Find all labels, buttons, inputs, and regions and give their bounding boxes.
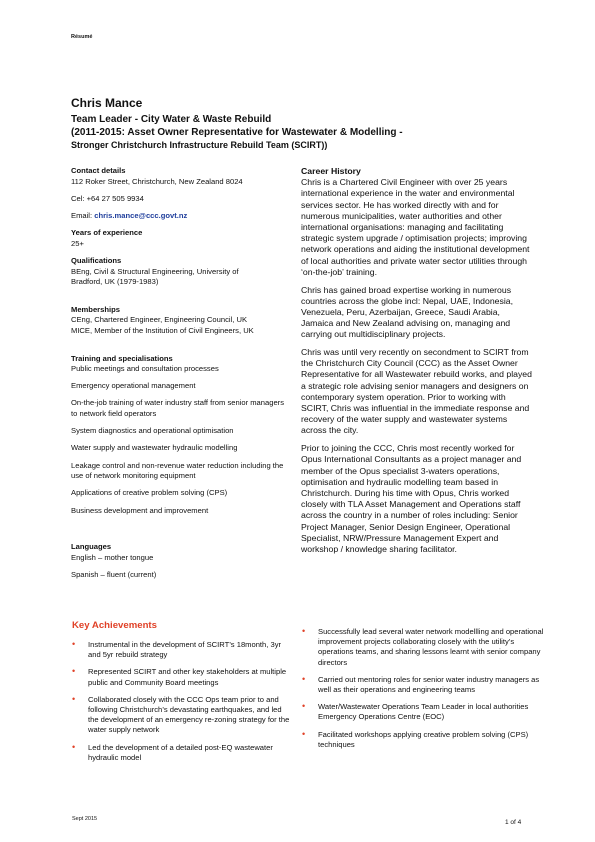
contact-phone: Cel: +64 27 505 9934 — [71, 193, 144, 203]
languages-heading: Languages — [71, 542, 112, 552]
language-item: English – mother tongue — [71, 552, 154, 562]
title-block — [71, 114, 403, 152]
key-achievements-heading: Key Achievements — [72, 620, 157, 631]
achievement-text: Successfully lead several water network modellling and operational improvement projects collaborating closely with the utility’s operations teams, and sharing lessons learnt with senior company directors — [318, 627, 544, 667]
language-item: Spanish – fluent (current) — [71, 569, 157, 579]
contact-address: 112 Roker Street, Christchurch, New Zealand 8024 — [71, 176, 243, 186]
page-number: 1 of 4 — [505, 819, 522, 826]
career-paragraph: Chris was until very recently on secondment to SCIRT from the Christchurch City Council (CCC) as the Asset Owner Representative for all Wastewater rebuild works, and played a strategic role advising senior managers and designers on contemporary system operation. Prior to working with SCIRT, Chris was influential in the immediate response and recovery of the water supply and wastewater systems across the city. — [301, 347, 532, 436]
bullet-icon: • — [302, 626, 306, 636]
job-subtitle-1: (2011-2015: Asset Owner Representative for Wastewater & Modelling - — [71, 126, 403, 138]
achievement-text: Carried out mentoring roles for senior water industry managers as well as their operations and engineering teams — [318, 674, 540, 695]
experience-heading: Years of experience — [71, 228, 143, 238]
list-item — [302, 730, 548, 750]
left-column — [71, 166, 286, 581]
training-item: Business development and improvement — [71, 505, 209, 515]
contact-email — [71, 211, 286, 222]
training-item: On-the-job training of water industry staff from senior managers to network field operators — [71, 398, 285, 419]
qualification-line: BEng, Civil & Structural Engineering, University of — [71, 266, 239, 276]
training-heading: Training and specialisations — [71, 353, 173, 363]
achievement-text: Led the development of a detailed post-EQ wastewater hydraulic model — [88, 742, 273, 762]
membership-line: CEng, Chartered Engineer, Engineering Council, UK — [71, 315, 248, 325]
career-paragraph: Prior to joining the CCC, Chris most recently worked for Opus International Consultants as a project manager and member of the Opus specialist 3-waters operations, optimisation and hydraulic modelling team based in Christchurch. During his time with Opus, Chris worked closely with TLA Asset Management and Operations staff across the country in a number of roles including: Senior Project Manager, Senior Design Engineer, Operational Specialist, NRW/Pressure Management Expert and workshop / knowledge sharing facilitator. — [301, 443, 522, 554]
email-link[interactable]: chris.mance@ccc.govt.nz — [94, 210, 188, 220]
job-subtitle-2: Stronger Christchurch Infrastructure Rebuild Team (SCIRT)) — [71, 140, 328, 150]
bullet-icon: • — [72, 741, 76, 752]
career-paragraph: Chris has gained broad expertise working in numerous countries across the globe incl: Nepal, UAE, Indonesia, Venezuela, Peru, Azerbaijan, Greece, Saudi Arabia, Jamaica and New Zealand advising on, managing and carrying out multidisciplinary projects. — [301, 284, 513, 340]
bullet-icon: • — [72, 639, 76, 649]
training-item: Emergency operational management — [71, 381, 196, 391]
bullet-icon: • — [302, 673, 306, 684]
bullet-icon: • — [302, 728, 306, 739]
training-item: Applications of creative problem solving (CPS) — [71, 488, 228, 498]
training-item: System diagnostics and operational optimisation — [71, 426, 234, 436]
achievements-right-list — [302, 627, 548, 757]
achievement-text: Water/Wastewater Operations Team Leader in local authorities Emergency Operations Centre (EOC) — [318, 702, 529, 722]
training-item: Public meetings and consultation processes — [71, 364, 219, 374]
qualification-line: Bradford, UK (1979-1983) — [71, 277, 159, 287]
header-label: Résumé — [71, 34, 93, 40]
person-name: Chris Mance — [71, 96, 143, 110]
achievement-text: Instrumental in the development of SCIRT’s 18month, 3yr and 5yr rebuild strategy — [88, 640, 282, 660]
list-item — [302, 702, 548, 722]
bullet-icon: • — [72, 693, 76, 704]
qualifications-heading: Qualifications — [71, 255, 122, 265]
experience-value: 25+ — [71, 238, 84, 248]
contact-heading: Contact details — [71, 166, 126, 175]
list-item — [72, 695, 294, 736]
achievement-text: Collaborated closely with the CCC Ops team prior to and following Christchurch’s devastating earthquakes, and led the development of an emergency re-zoning strategy for the water supply network — [88, 694, 290, 735]
achievement-text: Facilitated workshops applying creative problem solving (CPS) techniques — [318, 729, 529, 749]
career-heading: Career History — [301, 166, 361, 176]
career-paragraph: Chris is a Chartered Civil Engineer with over 25 years international experience in the water and environmental services sector. He has worked directly with and for numerous municipalities, water authorities and other international organisations: managing and facilitating strategic system upgrade / optimisation projects; improving network operations and aiding the institutional development of local authorities and private water sector utilities through ‘on-the-job’ training. — [301, 177, 530, 277]
membership-line: MICE, Member of the Institution of Civil Engineers, UK — [71, 325, 254, 335]
training-item: Leakage control and non-revenue water reduction including the use of network monitoring equipment — [71, 460, 284, 481]
job-title: Team Leader - City Water & Waste Rebuild — [71, 114, 272, 125]
achievements-left-list — [72, 640, 294, 770]
bullet-icon: • — [302, 701, 306, 712]
training-item: Water supply and wastewater hydraulic modelling — [71, 443, 238, 453]
footer-date: Sept 2015 — [72, 816, 98, 822]
bullet-icon: • — [72, 666, 76, 677]
right-column — [301, 166, 533, 562]
list-item — [72, 640, 294, 660]
list-item — [302, 675, 548, 695]
email-label: Email: — [71, 210, 95, 220]
list-item — [72, 743, 294, 763]
memberships-heading: Memberships — [71, 304, 120, 314]
achievement-text: Represented SCIRT and other key stakeholders at multiple public and Community Board meetings — [88, 667, 287, 687]
list-item — [72, 667, 294, 687]
list-item — [302, 627, 548, 668]
